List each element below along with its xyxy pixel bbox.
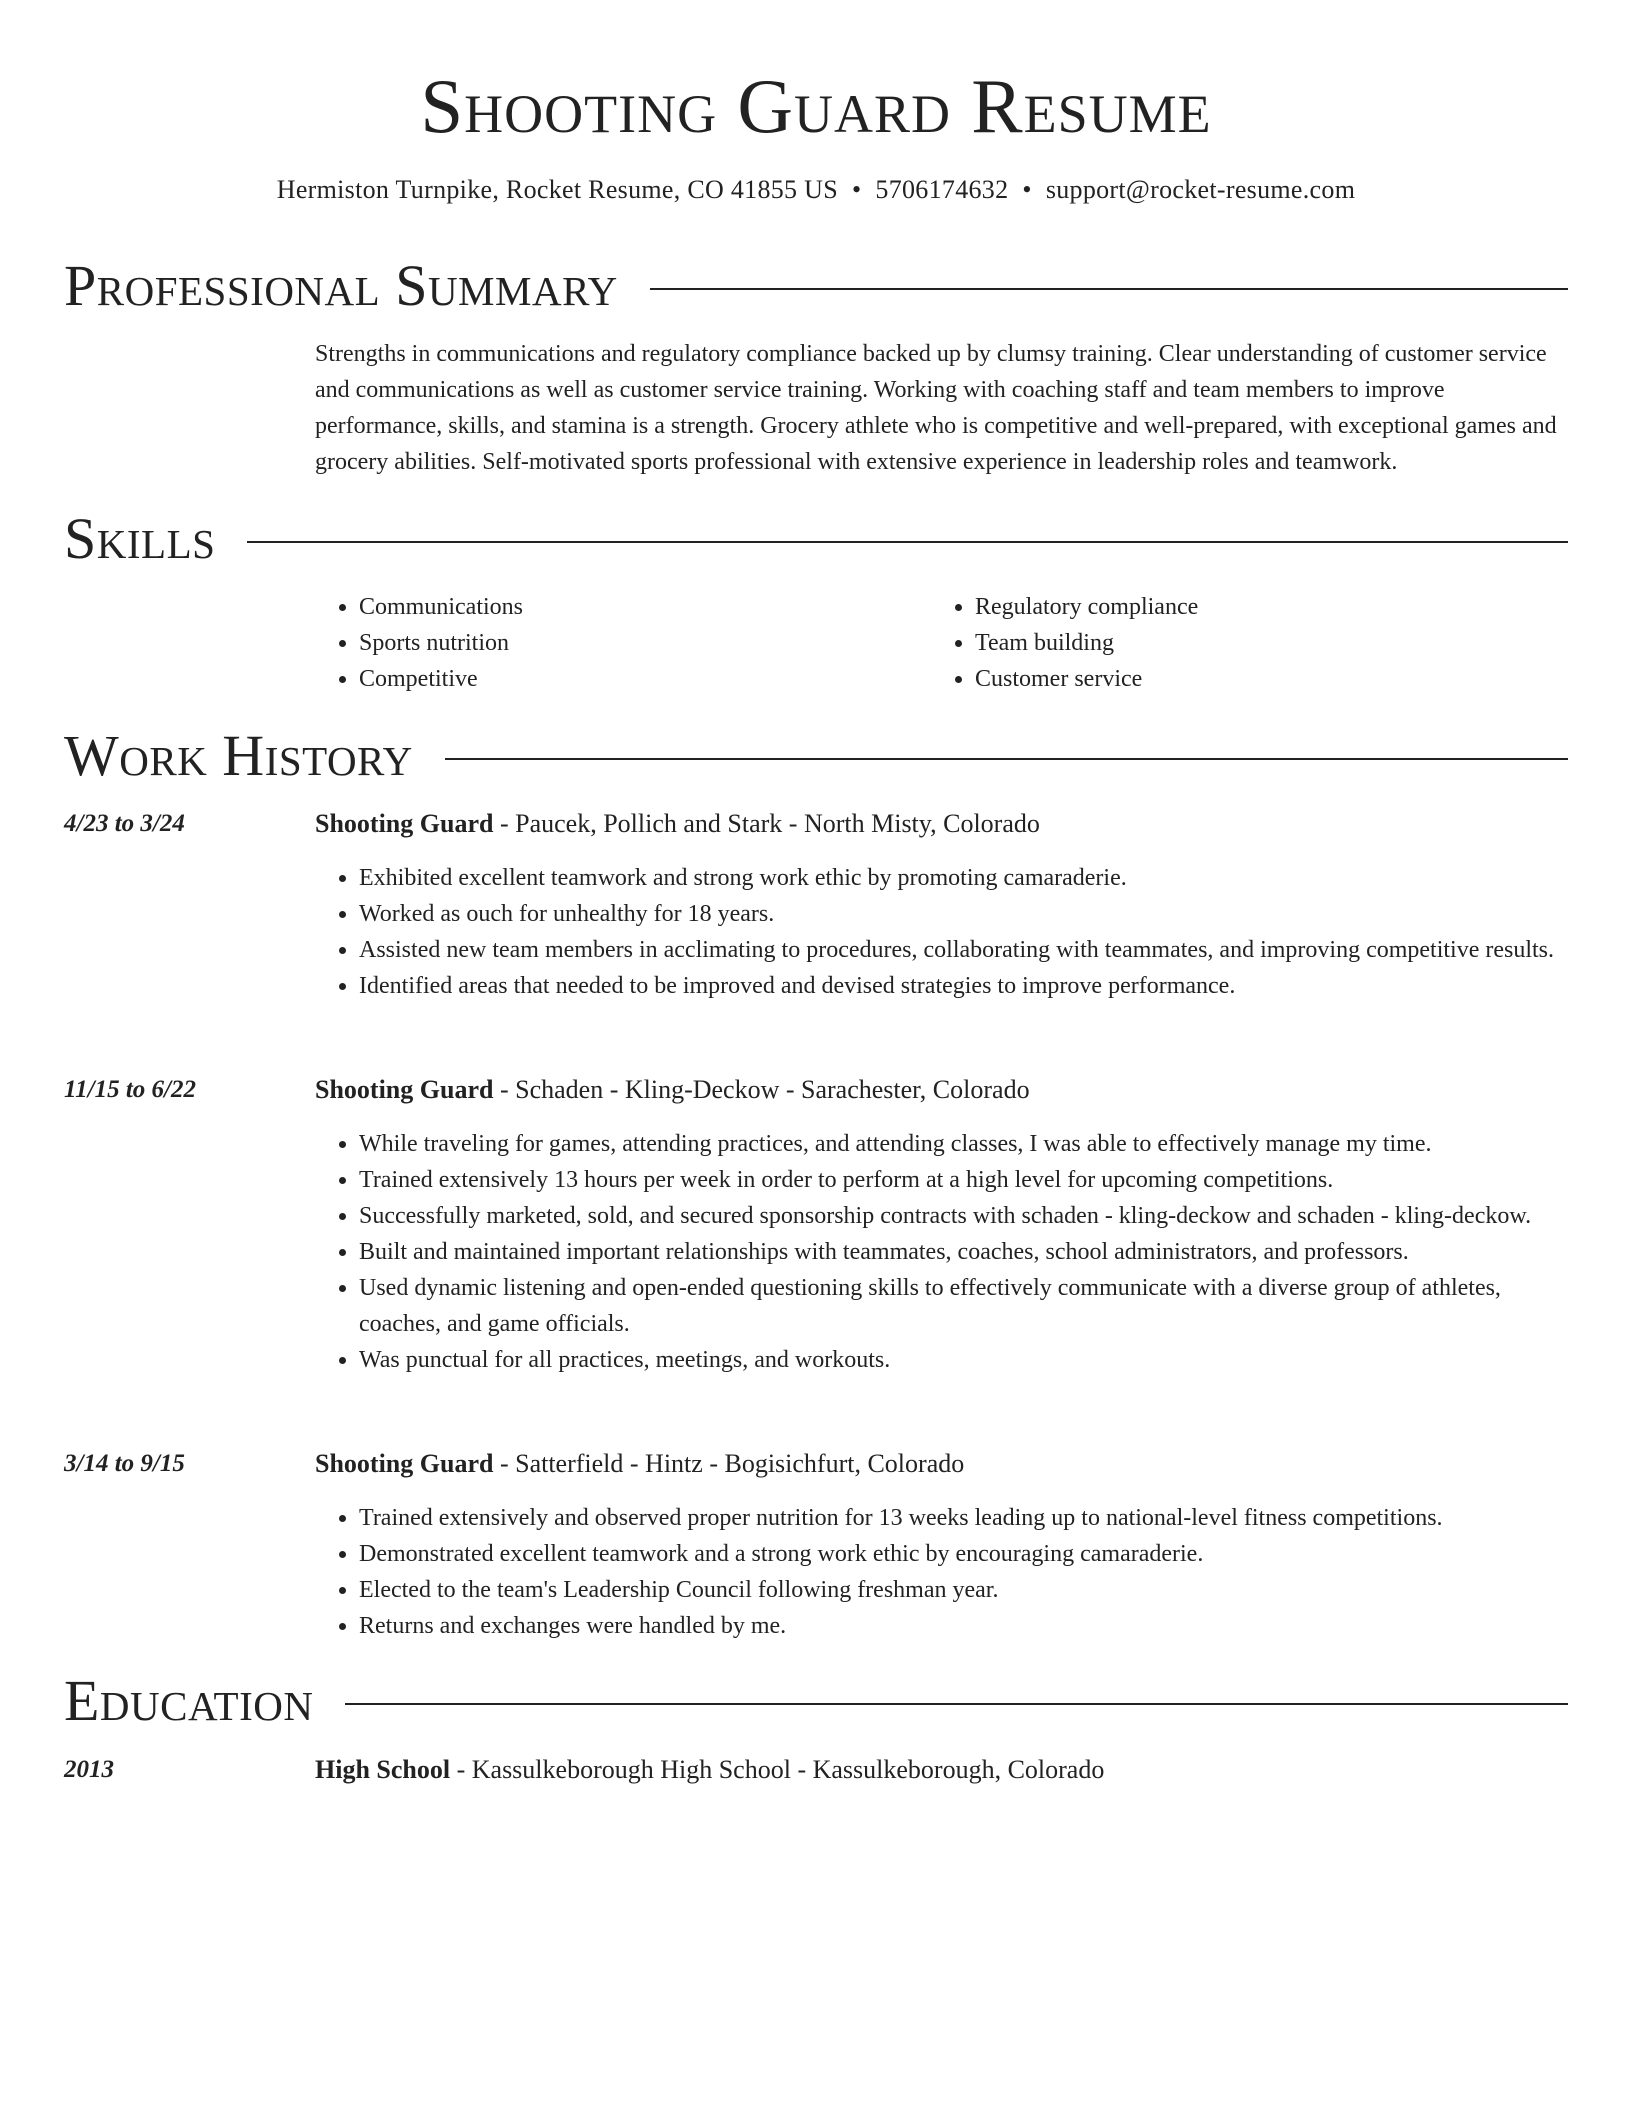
job-bullet: • Used dynamic listening and open-ended questioning skills to effectively communicate with a diverse group of athletes, coaches, and game officials. — [359, 1270, 1568, 1342]
job-details: - Paucek, Pollich and Stark - North Misty, Colorado — [493, 809, 1040, 838]
job-bullet: • Returns and exchanges were handled by me. — [359, 1608, 1568, 1644]
education-section-header — [64, 1666, 1568, 1736]
job-bullet: • Trained extensively and observed proper nutrition for 13 weeks leading up to national-level fitness competitions. — [359, 1500, 1568, 1536]
contact-separator: • — [1022, 175, 1032, 204]
job-role — [315, 806, 1568, 842]
job-role — [315, 1072, 1568, 1108]
job-details: - Schaden - Kling-Deckow - Sarachester, Colorado — [493, 1075, 1030, 1104]
job-bullet: • Identified areas that needed to be improved and devised strategies to improve performance. — [359, 968, 1568, 1004]
skill-item: • Competitive — [359, 661, 931, 697]
summary-section-header — [64, 251, 1568, 321]
education-role — [315, 1752, 1568, 1788]
education-heading: Education — [64, 1668, 314, 1733]
contact-line — [64, 172, 1568, 208]
skill-item: • Regulatory compliance — [975, 589, 1547, 625]
job-title: Shooting Guard — [315, 1449, 494, 1478]
job-bullet: • While traveling for games, attending practices, and attending classes, I was able to effectively manage my time. — [359, 1126, 1568, 1162]
job-title: Shooting Guard — [315, 809, 494, 838]
skills-list — [315, 589, 1568, 697]
job-title: Shooting Guard — [315, 1075, 494, 1104]
skill-item: • Communications — [359, 589, 931, 625]
skills-section-header — [64, 504, 1568, 574]
section-divider — [247, 541, 1568, 543]
skill-item: • Team building — [975, 625, 1547, 661]
job-bullet: • Assisted new team members in acclimating to procedures, collaborating with teammates, and improving competitive results. — [359, 932, 1568, 968]
section-divider — [445, 758, 1568, 760]
education-date: 2013 — [64, 1756, 114, 1783]
job-bullet: • Worked as ouch for unhealthy for 18 years. — [359, 896, 1568, 932]
job-date: 4/23 to 3/24 — [64, 810, 185, 837]
email: support@rocket-resume.com — [1045, 175, 1356, 204]
summary-heading: Professional Summary — [64, 253, 618, 318]
job-bullets — [315, 1126, 1568, 1378]
section-divider — [650, 288, 1568, 290]
contact-separator: • — [852, 175, 862, 204]
phone: 5706174632 — [875, 175, 1009, 204]
summary-text: Strengths in communications and regulatory compliance backed up by clumsy training. Clear understanding of customer service and communications as well as customer service training. Working with coaching staff and team members to improve performance, skills, and stamina is a strength. Grocery athlete who is competitive and well-prepared, with exceptional games and grocery abilities. Self-motivated sports professional with extensive experience in leadership roles and teamwork. — [315, 341, 1557, 475]
job-bullet: • Trained extensively 13 hours per week in order to perform at a high level for upcoming competitions. — [359, 1162, 1568, 1198]
address: Hermiston Turnpike, Rocket Resume, CO 41855 US — [276, 175, 838, 204]
job-date: 11/15 to 6/22 — [64, 1076, 196, 1103]
education-details: - Kassulkeborough High School - Kassulkeborough, Colorado — [450, 1755, 1105, 1784]
work-section-header — [64, 721, 1568, 791]
job-bullets — [315, 860, 1568, 1004]
skills-column-right — [931, 589, 1547, 697]
job-date: 3/14 to 9/15 — [64, 1450, 185, 1477]
skill-item: • Customer service — [975, 661, 1547, 697]
resume-title: Shooting Guard Resume — [420, 63, 1212, 149]
skills-heading: Skills — [64, 506, 216, 571]
skills-column-left — [315, 589, 931, 697]
job-bullets — [315, 1500, 1568, 1644]
education-title: High School — [315, 1755, 451, 1784]
work-heading: Work History — [64, 723, 413, 788]
job-bullet: • Demonstrated excellent teamwork and a strong work ethic by encouraging camaraderie. — [359, 1536, 1568, 1572]
job-role — [315, 1446, 1568, 1482]
skill-item: • Sports nutrition — [359, 625, 931, 661]
job-bullet: • Built and maintained important relationships with teammates, coaches, school administrators, and professors. — [359, 1234, 1568, 1270]
job-bullet: • Exhibited excellent teamwork and strong work ethic by promoting camaraderie. — [359, 860, 1568, 896]
section-divider — [345, 1703, 1568, 1705]
job-bullet: • Was punctual for all practices, meetings, and workouts. — [359, 1342, 1568, 1378]
job-details: - Satterfield - Hintz - Bogisichfurt, Colorado — [493, 1449, 965, 1478]
job-bullet: • Elected to the team's Leadership Council following freshman year. — [359, 1572, 1568, 1608]
job-bullet: • Successfully marketed, sold, and secured sponsorship contracts with schaden - kling-deckow and schaden - kling-deckow. — [359, 1198, 1568, 1234]
